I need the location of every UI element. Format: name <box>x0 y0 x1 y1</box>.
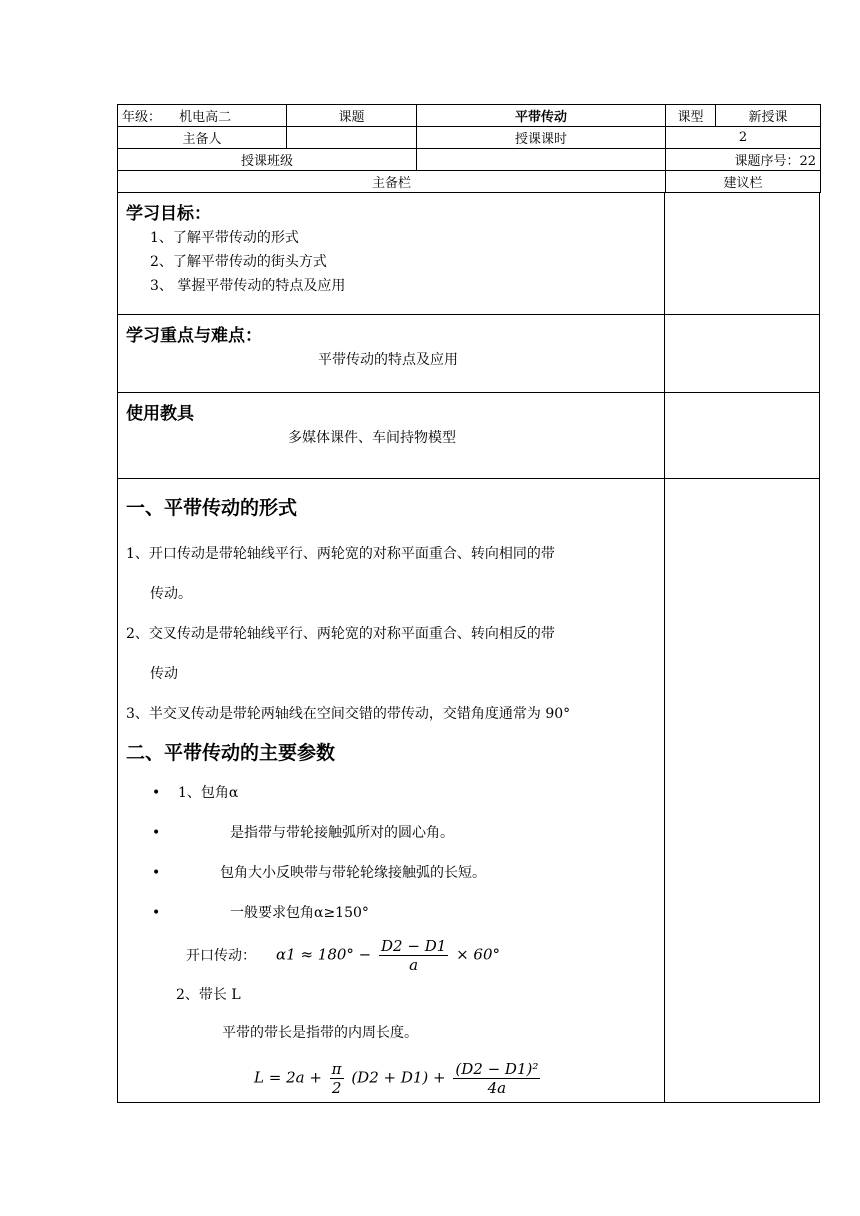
topic-label: 课题 <box>287 105 417 127</box>
paragraph: 2、交叉传动是带轮轴线平行、两轮宽的对称平面重合、转向相反的带 <box>126 626 555 642</box>
paragraph: 3、半交叉传动是带轮两轴线在空间交错的带传动，交错角度通常为 90° <box>126 706 571 722</box>
type-label: 课型 <box>666 105 716 127</box>
tools-section <box>117 393 820 479</box>
bullet-text: 1、包角α <box>178 785 239 801</box>
hours-value: 2 <box>666 127 821 149</box>
fraction-numerator: (D2 − D1)² <box>455 1059 539 1078</box>
type-value: 新授课 <box>716 105 821 127</box>
class-label: 授课班级 <box>118 149 417 171</box>
bullet-item <box>126 893 656 933</box>
fraction-numerator: π <box>331 1059 342 1078</box>
paragraph: 传动 <box>150 666 178 682</box>
wrap-angle-formula <box>276 937 500 974</box>
belt-length-formula <box>126 1053 656 1103</box>
main-column-header: 主备栏 <box>118 171 666 193</box>
objectives-section <box>117 193 820 315</box>
objective-item: 2、了解平带传动的街头方式 <box>150 254 327 270</box>
keypoints-section <box>117 315 820 393</box>
tools-text: 多媒体课件、车间持物模型 <box>288 430 456 446</box>
grade-label: 年级： <box>122 110 162 125</box>
fraction-denominator: 4a <box>487 1078 507 1097</box>
hours-label: 授课课时 <box>417 127 666 149</box>
objective-item: 3、 掌握平带传动的特点及应用 <box>150 278 346 294</box>
part2-title: 二、平带传动的主要参数 <box>126 742 336 764</box>
open-drive-label: 开口传动： <box>186 948 256 964</box>
formula-fraction <box>379 937 448 974</box>
objectives-title: 学习目标： <box>126 204 211 224</box>
sequence-number: 课题序号：22 <box>666 149 821 171</box>
formula-part: × 60° <box>456 945 500 963</box>
grade-cell <box>118 105 287 127</box>
formula-part: α1 ≈ 180° − <box>276 945 372 963</box>
fraction-numerator: D2 − D1 <box>381 936 447 955</box>
paragraph: 1、开口传动是带轮轴线平行、两轮宽的对称平面重合、转向相同的带 <box>126 546 555 562</box>
suggest-cell <box>665 315 819 392</box>
wrap-angle-formula-row <box>126 933 656 977</box>
suggest-column-header: 建议栏 <box>666 171 821 193</box>
bullet-icon: • <box>152 825 161 841</box>
class-value <box>417 149 666 171</box>
keypoints-text: 平带传动的特点及应用 <box>318 352 458 368</box>
bullet-icon: • <box>152 905 161 921</box>
formula-fraction <box>453 1060 540 1097</box>
formula-part: L = 2a + <box>254 1068 322 1086</box>
preparer-label: 主备人 <box>118 127 287 149</box>
grade-value: 机电高二 <box>179 110 232 125</box>
belt-length-definition: 平带的带长是指带的内周长度。 <box>222 1025 418 1041</box>
bullet-text: 一般要求包角α≥150° <box>230 905 369 921</box>
bullet-item <box>126 813 656 853</box>
bullet-item <box>126 773 656 813</box>
fraction-denominator: 2 <box>331 1078 342 1097</box>
bullet-item <box>126 853 656 893</box>
bullet-text: 是指带与带轮接触弧所对的圆心角。 <box>230 825 454 841</box>
lesson-plan <box>117 104 820 1103</box>
bullet-icon: • <box>152 865 161 881</box>
keypoints-title: 学习重点与难点： <box>126 326 262 346</box>
preparer-value <box>287 127 417 149</box>
fraction-denominator: a <box>409 955 419 974</box>
paragraph: 传动。 <box>150 586 192 602</box>
bullet-icon: • <box>152 785 161 801</box>
bullet-text: 包角大小反映带与带轮轮缘接触弧的长短。 <box>220 865 486 881</box>
content-section <box>117 479 820 1103</box>
suggest-cell <box>665 193 819 314</box>
tools-title: 使用教具 <box>126 404 194 424</box>
suggest-cell <box>665 479 819 1102</box>
formula-fraction <box>330 1060 344 1097</box>
belt-length-label: 2、带长 L <box>176 987 241 1003</box>
topic-title: 平带传动 <box>417 105 666 127</box>
formula-part: (D2 + D1) + <box>351 1068 446 1086</box>
header-table <box>117 104 821 193</box>
part1-title: 一、平带传动的形式 <box>126 497 298 519</box>
suggest-cell <box>665 393 819 478</box>
objective-item: 1、了解平带传动的形式 <box>150 230 299 246</box>
